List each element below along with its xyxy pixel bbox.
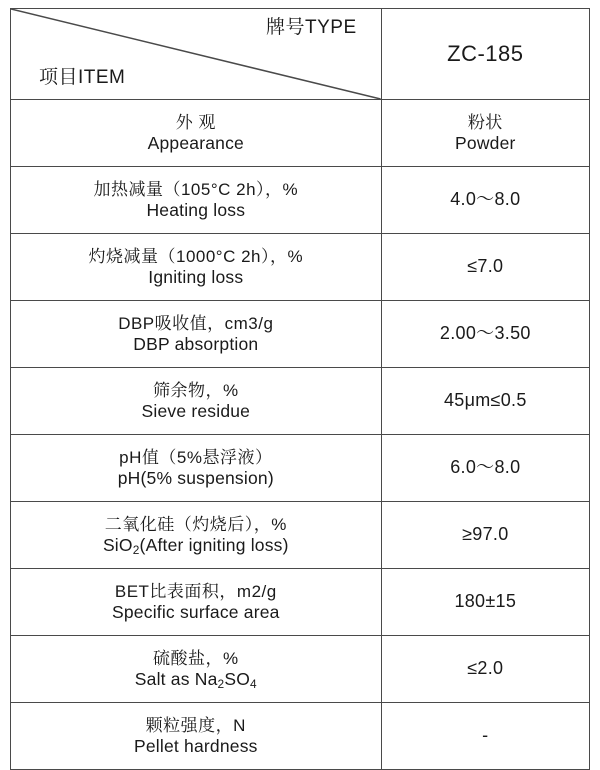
item-label-en: pH(5% suspension)	[117, 467, 274, 488]
row-igniting-loss-value: ≤7.0	[381, 234, 589, 301]
header-product-code: ZC-185	[381, 9, 589, 100]
item-label-en: Specific surface area	[112, 601, 280, 622]
row-dbp-absorption-value: 2.00～3.50	[381, 301, 589, 368]
so4-subscript: 4	[250, 677, 257, 692]
item-label-en: Heating loss	[146, 199, 246, 220]
item-label-cn: pH值（5%悬浮液）	[119, 447, 273, 467]
table-header-row	[11, 9, 590, 100]
item-label-cn: BET比表面积，m2/g	[114, 581, 277, 601]
table-row	[11, 703, 590, 770]
row-pellet-hardness-item	[11, 703, 382, 770]
row-dbp-absorption-item	[11, 301, 382, 368]
value-en: Powder	[455, 132, 516, 153]
header-item-label: 项目ITEM	[39, 66, 126, 88]
table-row	[11, 502, 590, 569]
na-subscript: 2	[217, 677, 225, 692]
value-cn: 粉状	[467, 112, 503, 132]
item-label-en: Pellet hardness	[133, 735, 258, 756]
row-sulfate-item	[11, 636, 382, 703]
table-row	[11, 301, 590, 368]
row-ph-item	[11, 435, 382, 502]
specification-table	[10, 8, 590, 770]
table-row	[11, 234, 590, 301]
table-row	[11, 636, 590, 703]
row-heating-loss-item	[11, 167, 382, 234]
so-mid: SO	[224, 668, 251, 689]
item-label-en: Appearance	[147, 132, 244, 153]
sio2-prefix: SiO	[102, 534, 133, 555]
item-label-cn: 颗粒强度，N	[145, 715, 246, 735]
item-label-en	[13, 669, 379, 690]
table-row	[11, 100, 590, 167]
item-label-cn: 灼烧减量（1000°C 2h），%	[88, 246, 304, 266]
row-appearance-item	[11, 100, 382, 167]
item-label-cn: 外 观	[175, 112, 216, 132]
row-bet-surface-area-value: 180±15	[381, 569, 589, 636]
item-label-cn: 二氧化硅（灼烧后），%	[104, 514, 287, 534]
row-silica-value: ≥97.0	[381, 502, 589, 569]
item-label-en: Sieve residue	[141, 400, 251, 421]
item-label-en: Igniting loss	[148, 266, 244, 287]
row-sieve-residue-item	[11, 368, 382, 435]
row-pellet-hardness-value: -	[381, 703, 589, 770]
item-label-en	[13, 535, 379, 556]
table-row	[11, 435, 590, 502]
item-label-cn: 筛余物，%	[153, 380, 239, 400]
row-heating-loss-value: 4.0～8.0	[381, 167, 589, 234]
row-ph-value: 6.0～8.0	[381, 435, 589, 502]
salt-prefix: Salt as Na	[134, 668, 218, 689]
row-sieve-residue-value: 45μm≤0.5	[381, 368, 589, 435]
table-row	[11, 368, 590, 435]
item-label-en: DBP absorption	[133, 333, 259, 354]
table-row	[11, 569, 590, 636]
item-label-cn: 加热减量（105°C 2h），%	[93, 179, 299, 199]
sio2-subscript: 2	[132, 543, 140, 558]
row-sulfate-value: ≤2.0	[381, 636, 589, 703]
header-type-label: 牌号TYPE	[266, 17, 357, 38]
row-bet-surface-area-item	[11, 569, 382, 636]
table-row	[11, 167, 590, 234]
row-appearance-value	[381, 100, 589, 167]
header-item-type-cell	[11, 9, 382, 100]
sio2-suffix: (After igniting loss)	[139, 534, 289, 555]
item-label-cn: DBP吸收值，cm3/g	[118, 313, 274, 333]
row-silica-item	[11, 502, 382, 569]
item-label-cn: 硫酸盐，%	[153, 648, 239, 668]
row-igniting-loss-item	[11, 234, 382, 301]
